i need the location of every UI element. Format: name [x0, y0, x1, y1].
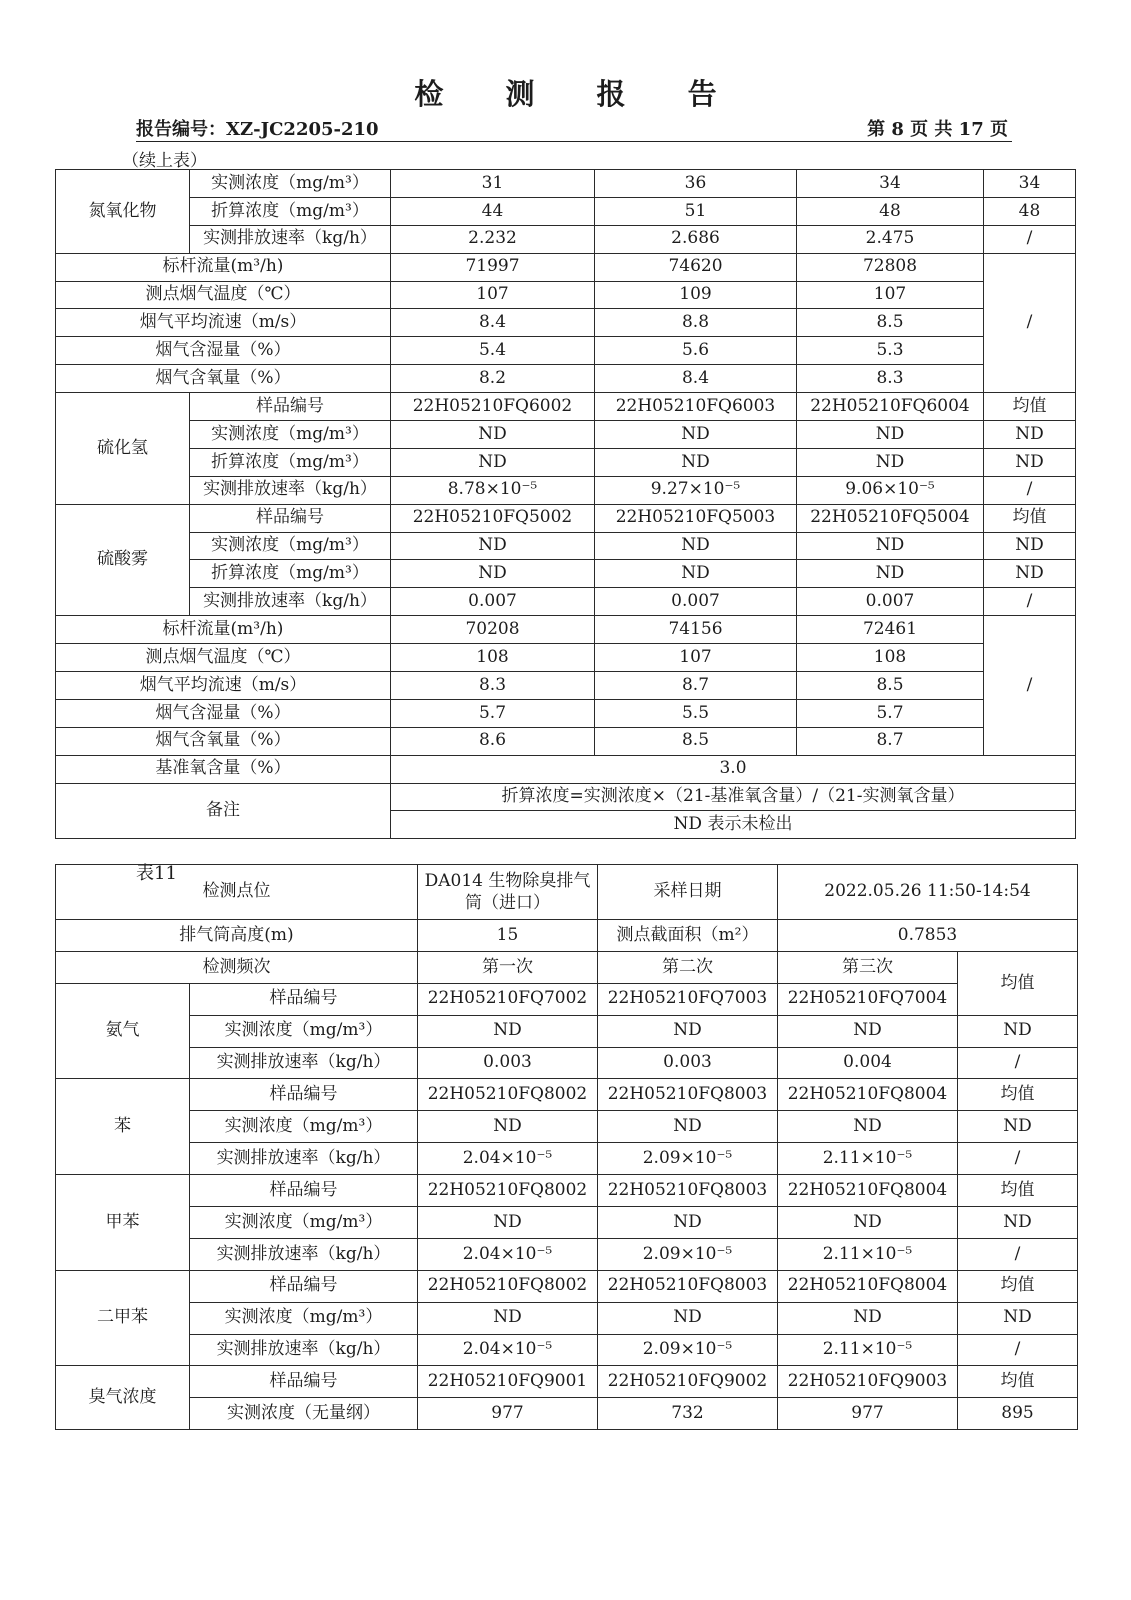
- table-row: [56, 1207, 1078, 1239]
- cell: 9.27×10⁻⁵: [595, 476, 797, 504]
- row-label: 测点烟气温度（℃）: [56, 644, 391, 672]
- cell: ND: [958, 1111, 1078, 1143]
- cell: ND: [391, 421, 595, 449]
- cell: 22H05210FQ8004: [778, 1270, 958, 1302]
- cell: 22H05210FQ9002: [598, 1366, 778, 1398]
- cell: ND: [958, 1207, 1078, 1239]
- row-label: 烟气含氧量（%）: [56, 727, 391, 755]
- cell: 0.007: [595, 588, 797, 616]
- table-row: [56, 365, 1076, 393]
- cell: 2.09×10⁻⁵: [598, 1143, 778, 1175]
- cell: 均值: [958, 951, 1078, 1015]
- cell: 71997: [391, 253, 595, 281]
- table-row: [56, 699, 1076, 727]
- report-title: 检 测 报 告: [414, 77, 743, 111]
- cell: ND: [598, 1015, 778, 1047]
- group-name: 硫化氢: [56, 393, 190, 505]
- row-label: 标杆流量(m³/h): [56, 616, 391, 644]
- cell: 2.04×10⁻⁵: [418, 1143, 598, 1175]
- continued-label: （续上表）: [122, 151, 207, 171]
- cell: 0.004: [778, 1047, 958, 1079]
- cell: /: [958, 1143, 1078, 1175]
- cell: 34: [797, 170, 984, 198]
- row-label: 样品编号: [190, 1366, 418, 1398]
- cell: 第一次: [418, 951, 598, 983]
- table-row: [56, 253, 1076, 281]
- table-10: [55, 169, 1076, 839]
- table-row: [56, 1015, 1078, 1047]
- cell: 2.09×10⁻⁵: [598, 1238, 778, 1270]
- cell: 2.686: [595, 225, 797, 253]
- cell: 22H05210FQ5003: [595, 504, 797, 532]
- cell: 51: [595, 197, 797, 225]
- cell: 22H05210FQ6003: [595, 393, 797, 421]
- cell: ND: [958, 1015, 1078, 1047]
- row-label: 实测浓度（mg/m³）: [190, 532, 391, 560]
- cell: 8.4: [595, 365, 797, 393]
- cell: 8.5: [797, 672, 984, 700]
- cell: ND: [598, 1111, 778, 1143]
- row-label: 实测浓度（无量纲）: [190, 1398, 418, 1430]
- cell: 均值: [958, 1270, 1078, 1302]
- cell: 5.7: [797, 699, 984, 727]
- cell: ND: [418, 1015, 598, 1047]
- cell: 72808: [797, 253, 984, 281]
- cell: 977: [778, 1398, 958, 1430]
- cell: 2.11×10⁻⁵: [778, 1143, 958, 1175]
- row-label: 样品编号: [190, 393, 391, 421]
- cell: 0.007: [797, 588, 984, 616]
- cell: 5.5: [595, 699, 797, 727]
- cell: 0.7853: [778, 920, 1078, 952]
- cell: ND: [984, 532, 1076, 560]
- cell: ND: [418, 1207, 598, 1239]
- cell: 22H05210FQ8002: [418, 1270, 598, 1302]
- row-label: 实测浓度（mg/m³）: [190, 1302, 418, 1334]
- cell: 5.3: [797, 337, 984, 365]
- table-11-label: 表11: [136, 863, 177, 884]
- cell: 74620: [595, 253, 797, 281]
- row-label: 基准氧含量（%）: [56, 755, 391, 783]
- cell: 22H05210FQ6002: [391, 393, 595, 421]
- report-header: [136, 113, 1012, 142]
- cell: 74156: [595, 616, 797, 644]
- cell: 9.06×10⁻⁵: [797, 476, 984, 504]
- page-info: 第 8 页 共 17 页: [867, 119, 1008, 140]
- row-label: 烟气含湿量（%）: [56, 337, 391, 365]
- table-row: [56, 197, 1076, 225]
- cell: 8.8: [595, 309, 797, 337]
- table-row: [56, 727, 1076, 755]
- group-name: 硫酸雾: [56, 504, 190, 616]
- row-label: 实测排放速率（kg/h）: [190, 225, 391, 253]
- cell: ND: [595, 448, 797, 476]
- cell: 8.7: [797, 727, 984, 755]
- cell: 均值: [958, 1175, 1078, 1207]
- cell: 44: [391, 197, 595, 225]
- group-name: 甲苯: [56, 1175, 190, 1271]
- table-row: [56, 170, 1076, 198]
- row-label: 实测排放速率（kg/h）: [190, 1334, 418, 1366]
- cell: /: [984, 476, 1076, 504]
- cell: 22H05210FQ8004: [778, 1175, 958, 1207]
- row-label: 排气筒高度(m): [56, 920, 418, 952]
- cell: ND: [778, 1111, 958, 1143]
- cell: 22H05210FQ8002: [418, 1079, 598, 1111]
- table-row: [56, 616, 1076, 644]
- table-row: [56, 1079, 1078, 1111]
- cell: 15: [418, 920, 598, 952]
- cell: /: [958, 1047, 1078, 1079]
- cell: /: [958, 1238, 1078, 1270]
- table-row: [56, 225, 1076, 253]
- cell: 48: [797, 197, 984, 225]
- cell: 5.6: [595, 337, 797, 365]
- cell: 22H05210FQ7004: [778, 983, 958, 1015]
- table-row: [56, 983, 1078, 1015]
- row-label: 样品编号: [190, 1079, 418, 1111]
- cell: 22H05210FQ8003: [598, 1175, 778, 1207]
- row-label: 烟气平均流速（m/s）: [56, 309, 391, 337]
- cell: 22H05210FQ8003: [598, 1270, 778, 1302]
- cell: 2.475: [797, 225, 984, 253]
- cell: 22H05210FQ8003: [598, 1079, 778, 1111]
- row-label: 实测排放速率（kg/h）: [190, 1047, 418, 1079]
- row-label: 采样日期: [598, 865, 778, 920]
- cell: 2.04×10⁻⁵: [418, 1238, 598, 1270]
- table-row: [56, 504, 1076, 532]
- cell: 2.232: [391, 225, 595, 253]
- cell: 36: [595, 170, 797, 198]
- cell: DA014 生物除臭排气筒（进口）: [418, 865, 598, 920]
- row-label: 实测浓度（mg/m³）: [190, 421, 391, 449]
- report-number: 报告编号：XZ-JC2205-210: [136, 119, 379, 140]
- row-label: 实测排放速率（kg/h）: [190, 476, 391, 504]
- cell: ND: [598, 1207, 778, 1239]
- table-row: [56, 1047, 1078, 1079]
- cell: 22H05210FQ9003: [778, 1366, 958, 1398]
- cell: 22H05210FQ7003: [598, 983, 778, 1015]
- cell: 2.04×10⁻⁵: [418, 1334, 598, 1366]
- cell: /: [984, 588, 1076, 616]
- table-row: [56, 421, 1076, 449]
- row-label: 检测点位: [56, 865, 418, 920]
- table-row: [56, 783, 1076, 811]
- cell: ND: [797, 532, 984, 560]
- cell: 第三次: [778, 951, 958, 983]
- cell: 2.11×10⁻⁵: [778, 1238, 958, 1270]
- cell: /: [958, 1334, 1078, 1366]
- cell: /: [984, 616, 1076, 755]
- cell: ND: [797, 560, 984, 588]
- row-label: 实测排放速率（kg/h）: [190, 1143, 418, 1175]
- cell: 0.007: [391, 588, 595, 616]
- table-row: [56, 448, 1076, 476]
- cell: ND: [797, 448, 984, 476]
- cell: 8.6: [391, 727, 595, 755]
- cell: 109: [595, 281, 797, 309]
- cell: ND: [418, 1111, 598, 1143]
- table-row: [56, 393, 1076, 421]
- table-row: [56, 560, 1076, 588]
- table-11: [55, 864, 1078, 1430]
- table-row: [56, 1398, 1078, 1430]
- cell: 5.7: [391, 699, 595, 727]
- cell: 第二次: [598, 951, 778, 983]
- table-row: [56, 951, 1078, 983]
- cell: 3.0: [391, 755, 1076, 783]
- cell: 均值: [958, 1366, 1078, 1398]
- row-label: 样品编号: [190, 983, 418, 1015]
- cell: 977: [418, 1398, 598, 1430]
- cell: 70208: [391, 616, 595, 644]
- cell: 8.4: [391, 309, 595, 337]
- table-row: [56, 1334, 1078, 1366]
- row-label: 实测排放速率（kg/h）: [190, 1238, 418, 1270]
- row-label: 实测浓度（mg/m³）: [190, 1207, 418, 1239]
- cell: 34: [984, 170, 1076, 198]
- cell: 8.3: [391, 672, 595, 700]
- group-name: 氮氧化物: [56, 170, 190, 254]
- cell: ND: [595, 421, 797, 449]
- remark-label: 备注: [56, 783, 391, 839]
- cell: 22H05210FQ7002: [418, 983, 598, 1015]
- row-label: 样品编号: [190, 504, 391, 532]
- cell: 108: [797, 644, 984, 672]
- table-row: [56, 281, 1076, 309]
- table-row: [56, 1302, 1078, 1334]
- cell: 8.7: [595, 672, 797, 700]
- table-row: [56, 309, 1076, 337]
- table-row: [56, 532, 1076, 560]
- cell: ND: [595, 532, 797, 560]
- cell: ND: [595, 560, 797, 588]
- cell: 5.4: [391, 337, 595, 365]
- cell: /: [984, 253, 1076, 392]
- cell: ND: [984, 421, 1076, 449]
- cell: 22H05210FQ8004: [778, 1079, 958, 1111]
- group-name: 臭气浓度: [56, 1366, 190, 1430]
- cell: ND: [391, 560, 595, 588]
- cell: 8.78×10⁻⁵: [391, 476, 595, 504]
- table-row: [56, 476, 1076, 504]
- row-label: 折算浓度（mg/m³）: [190, 448, 391, 476]
- cell: 均值: [958, 1079, 1078, 1111]
- table-row: [56, 337, 1076, 365]
- group-name: 氨气: [56, 983, 190, 1079]
- row-label: 样品编号: [190, 1270, 418, 1302]
- cell: 8.5: [797, 309, 984, 337]
- row-label: 实测排放速率（kg/h）: [190, 588, 391, 616]
- cell: 2.11×10⁻⁵: [778, 1334, 958, 1366]
- cell: 8.3: [797, 365, 984, 393]
- cell: 108: [391, 644, 595, 672]
- row-label: 实测浓度（mg/m³）: [190, 1015, 418, 1047]
- cell: ND: [778, 1207, 958, 1239]
- cell: 22H05210FQ8002: [418, 1175, 598, 1207]
- cell: 8.2: [391, 365, 595, 393]
- table-row: [56, 588, 1076, 616]
- cell: ND: [391, 448, 595, 476]
- row-label: 标杆流量(m³/h): [56, 253, 391, 281]
- row-label: 实测浓度（mg/m³）: [190, 1111, 418, 1143]
- row-label: 折算浓度（mg/m³）: [190, 560, 391, 588]
- table-row: [56, 1143, 1078, 1175]
- cell: ND: [778, 1302, 958, 1334]
- cell: ND: [984, 448, 1076, 476]
- cell: 8.5: [595, 727, 797, 755]
- cell: 31: [391, 170, 595, 198]
- cell: 22H05210FQ6004: [797, 393, 984, 421]
- table-row: [56, 672, 1076, 700]
- cell: ND: [797, 421, 984, 449]
- cell: 107: [797, 281, 984, 309]
- cell: /: [984, 225, 1076, 253]
- table-row: [56, 644, 1076, 672]
- cell: 48: [984, 197, 1076, 225]
- cell: 22H05210FQ5004: [797, 504, 984, 532]
- table-row: [56, 1270, 1078, 1302]
- cell: 均值: [984, 393, 1076, 421]
- cell: ND: [778, 1015, 958, 1047]
- row-label: 检测频次: [56, 951, 418, 983]
- cell: 732: [598, 1398, 778, 1430]
- cell: ND: [958, 1302, 1078, 1334]
- group-name: 二甲苯: [56, 1270, 190, 1366]
- remark-nd: ND 表示未检出: [391, 811, 1076, 839]
- cell: ND: [418, 1302, 598, 1334]
- row-label: 烟气含湿量（%）: [56, 699, 391, 727]
- cell: 0.003: [418, 1047, 598, 1079]
- table-row: [56, 920, 1078, 952]
- cell: 72461: [797, 616, 984, 644]
- row-label: 烟气含氧量（%）: [56, 365, 391, 393]
- cell: 107: [595, 644, 797, 672]
- table-row: [56, 865, 1078, 920]
- row-label: 样品编号: [190, 1175, 418, 1207]
- cell: 2022.05.26 11:50-14:54: [778, 865, 1078, 920]
- row-label: 实测浓度（mg/m³）: [190, 170, 391, 198]
- row-label: 烟气平均流速（m/s）: [56, 672, 391, 700]
- row-label: 测点截面积（m²）: [598, 920, 778, 952]
- cell: 22H05210FQ5002: [391, 504, 595, 532]
- cell: ND: [984, 560, 1076, 588]
- table-row: [56, 1238, 1078, 1270]
- cell: 0.003: [598, 1047, 778, 1079]
- cell: 均值: [984, 504, 1076, 532]
- table-row: [56, 1111, 1078, 1143]
- cell: ND: [598, 1302, 778, 1334]
- cell: 22H05210FQ9001: [418, 1366, 598, 1398]
- table-row: [56, 1175, 1078, 1207]
- row-label: 测点烟气温度（℃）: [56, 281, 391, 309]
- table-row: [56, 1366, 1078, 1398]
- cell: 107: [391, 281, 595, 309]
- row-label: 折算浓度（mg/m³）: [190, 197, 391, 225]
- remark-formula: 折算浓度=实测浓度×（21-基准氧含量）/（21-实测氧含量）: [391, 783, 1076, 811]
- group-name: 苯: [56, 1079, 190, 1175]
- cell: ND: [391, 532, 595, 560]
- table-row: [56, 755, 1076, 783]
- cell: 2.09×10⁻⁵: [598, 1334, 778, 1366]
- cell: 895: [958, 1398, 1078, 1430]
